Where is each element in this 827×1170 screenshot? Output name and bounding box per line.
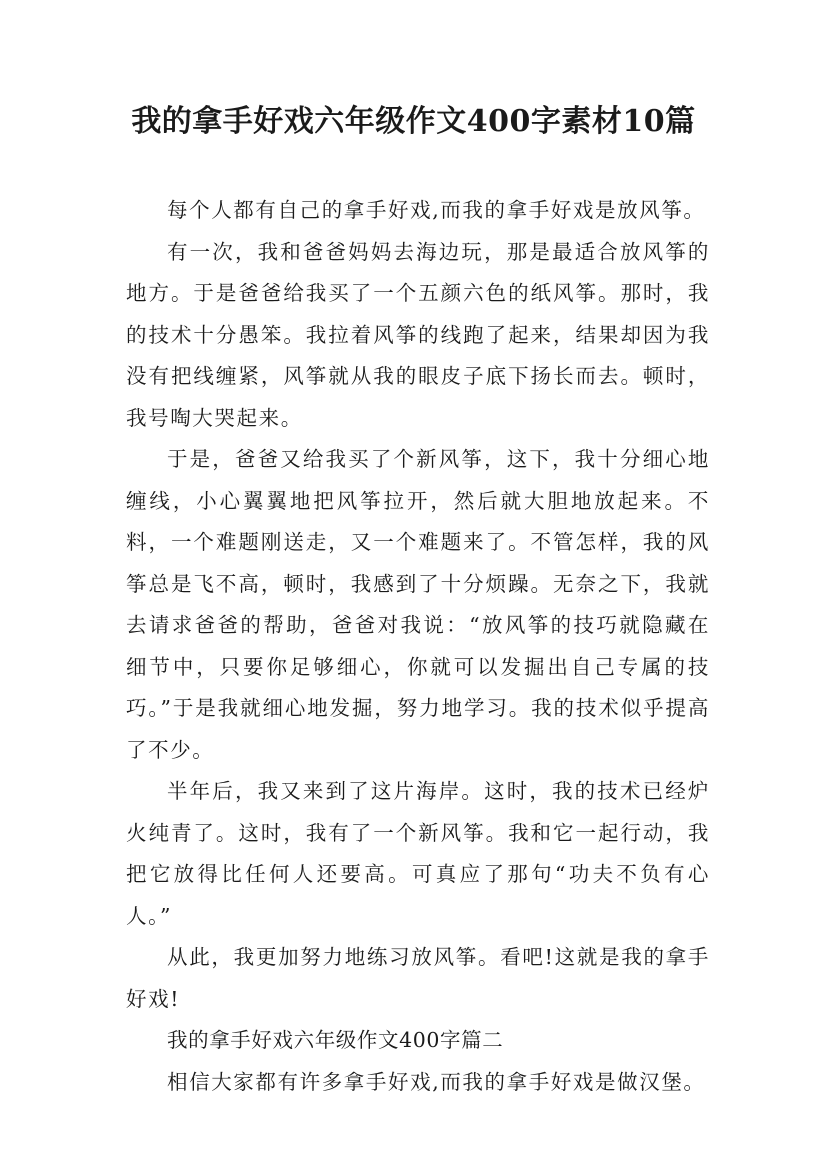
paragraph: 从此，我更加努力地练习放风筝。看吧!这就是我的拿手好戏! (126, 945, 710, 1011)
paragraph: 相信大家都有许多拿手好戏,而我的拿手好戏是做汉堡。 (167, 1069, 706, 1094)
section-heading: 我的拿手好戏六年级作文400字篇二 (167, 1028, 504, 1052)
paragraph: 半年后，我又来到了这片海岸。这时，我的技术已经炉火纯青了。这时，我有了一个新风筝。我和它一起行动，我把它放得比任何人还要高。可真应了那句“功夫不负有心人。” (126, 779, 710, 928)
paragraph: 每个人都有自己的拿手好戏,而我的拿手好戏是放风筝。 (167, 198, 706, 222)
paragraph: 于是，爸爸又给我买了个新风筝，这下，我十分细心地缠线，小心翼翼地把风筝拉开，然后就大胆地放起来。不料，一个难题刚送走，又一个难题来了。不管怎样，我的风筝总是飞不高，顿时，我感到了十分烦躁。无奈之下，我就去请求爸爸的帮助，爸爸对我说：“放风筝的技巧就隐藏在细节中，只要你足够细心，你就可以发掘出自己专属的技巧。”于是我就细心地发掘，努力地学习。我的技术似乎提高了不少。 (126, 447, 710, 762)
document-title: 我的拿手好戏六年级作文400字素材10篇 (131, 104, 696, 139)
paragraph: 有一次，我和爸爸妈妈去海边玩，那是最适合放风筝的地方。于是爸爸给我买了一个五颜六色的纸风筝。那时，我的技术十分愚笨。我拉着风筝的线跑了起来，结果却因为我没有把线缠紧，风筝就从我的眼皮子底下扬长而去。顿时，我号啕大哭起来。 (126, 239, 710, 430)
document-body (126, 190, 710, 1103)
